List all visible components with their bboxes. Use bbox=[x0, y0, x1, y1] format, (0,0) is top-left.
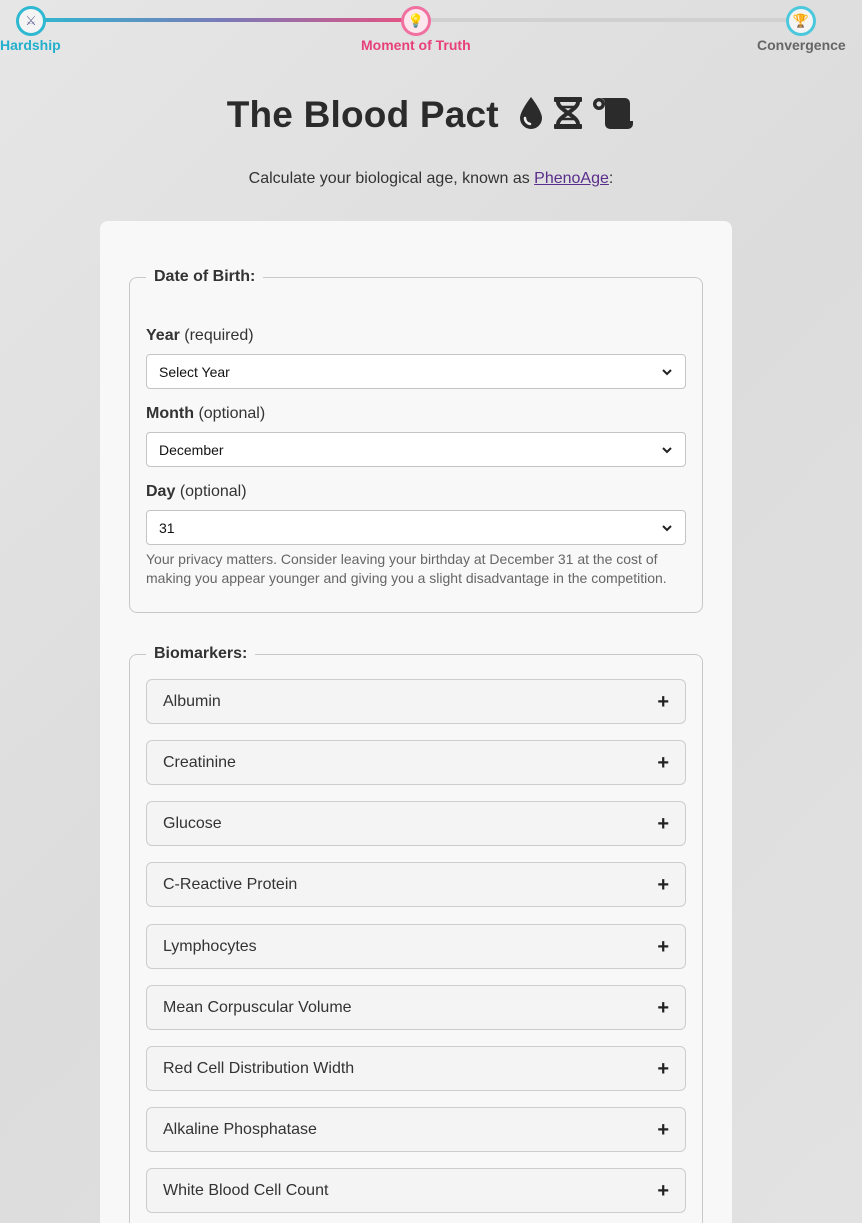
month-label bbox=[146, 405, 265, 423]
plus-icon: + bbox=[657, 1118, 669, 1141]
year-select-value: Select Year bbox=[159, 363, 230, 380]
progress-line-complete bbox=[31, 18, 417, 22]
step-label-convergence[interactable]: Convergence bbox=[757, 37, 846, 53]
biomarker-mean-corpuscular-volume[interactable] bbox=[146, 985, 686, 1030]
plus-icon: + bbox=[657, 812, 669, 835]
progress-tracker bbox=[0, 0, 862, 60]
biomarker-label: Albumin bbox=[163, 692, 221, 710]
biomarker-label: Lymphocytes bbox=[163, 937, 257, 955]
plus-icon: + bbox=[657, 996, 669, 1019]
biomarker-label: White Blood Cell Count bbox=[163, 1181, 329, 1199]
biomarker-glucose[interactable] bbox=[146, 801, 686, 846]
day-select-value: 31 bbox=[159, 519, 175, 536]
year-label-text: Year bbox=[146, 327, 180, 344]
month-select[interactable] bbox=[146, 432, 686, 467]
privacy-note: Your privacy matters. Consider leaving your birthday at December 31 at the cost of making you appear younger and giving you a slight disadvantage in the competition. bbox=[146, 551, 667, 586]
biomarker-alkaline-phosphatase[interactable] bbox=[146, 1107, 686, 1152]
chevron-down-icon bbox=[661, 444, 673, 456]
biomarker-red-cell-distribution-width[interactable] bbox=[146, 1046, 686, 1091]
trophy-icon[interactable]: 🏆 bbox=[786, 6, 816, 36]
biomarker-albumin[interactable] bbox=[146, 679, 686, 724]
biomarker-label: Mean Corpuscular Volume bbox=[163, 998, 352, 1016]
page-title bbox=[0, 94, 862, 136]
crossed-swords-icon[interactable]: ⚔ bbox=[16, 6, 46, 36]
biomarker-label: Creatinine bbox=[163, 753, 236, 771]
month-select-value: December bbox=[159, 441, 224, 458]
plus-icon: + bbox=[657, 751, 669, 774]
year-label bbox=[146, 327, 254, 345]
title-icons bbox=[517, 95, 635, 131]
biomarker-label: Glucose bbox=[163, 814, 222, 832]
biomarker-label: Alkaline Phosphatase bbox=[163, 1120, 317, 1138]
dna-icon bbox=[551, 95, 585, 131]
blood-drop-icon bbox=[517, 95, 545, 131]
intro-text-before: Calculate your biological age, known as bbox=[248, 170, 535, 187]
plus-icon: + bbox=[657, 690, 669, 713]
biomarker-creatinine[interactable] bbox=[146, 740, 686, 785]
plus-icon: + bbox=[657, 1057, 669, 1080]
step-label-moment-of-truth[interactable]: Moment of Truth bbox=[361, 37, 471, 53]
plus-icon: + bbox=[657, 935, 669, 958]
biomarker-c-reactive-protein[interactable] bbox=[146, 862, 686, 907]
step-label-hardship[interactable]: Hardship bbox=[0, 37, 61, 53]
date-of-birth-section bbox=[129, 268, 703, 613]
calculator-card bbox=[100, 221, 732, 1223]
scroll-icon bbox=[591, 95, 635, 131]
biomarker-label: C-Reactive Protein bbox=[163, 875, 298, 893]
biomarker-white-blood-cell-count[interactable] bbox=[146, 1168, 686, 1213]
day-qualifier: (optional) bbox=[179, 483, 247, 500]
day-label bbox=[146, 483, 247, 501]
year-qualifier: (required) bbox=[184, 327, 254, 344]
biomarkers-legend: Biomarkers: bbox=[154, 645, 248, 662]
phenoage-link[interactable]: PhenoAge bbox=[534, 170, 609, 187]
year-select[interactable] bbox=[146, 354, 686, 389]
lightbulb-icon[interactable]: 💡 bbox=[401, 6, 431, 36]
chevron-down-icon bbox=[661, 366, 673, 378]
month-qualifier: (optional) bbox=[198, 405, 266, 422]
day-select[interactable] bbox=[146, 510, 686, 545]
chevron-down-icon bbox=[661, 522, 673, 534]
progress-line-remaining bbox=[417, 18, 801, 22]
page-title-text: The Blood Pact bbox=[226, 94, 499, 135]
biomarkers-section bbox=[129, 645, 703, 1223]
intro-text bbox=[0, 170, 862, 188]
day-label-text: Day bbox=[146, 483, 176, 500]
month-label-text: Month bbox=[146, 405, 194, 422]
biomarker-label: Red Cell Distribution Width bbox=[163, 1059, 355, 1077]
date-of-birth-legend: Date of Birth: bbox=[154, 268, 256, 285]
plus-icon: + bbox=[657, 1179, 669, 1202]
plus-icon: + bbox=[657, 873, 669, 896]
intro-text-after: : bbox=[608, 170, 614, 187]
biomarker-lymphocytes[interactable] bbox=[146, 924, 686, 969]
